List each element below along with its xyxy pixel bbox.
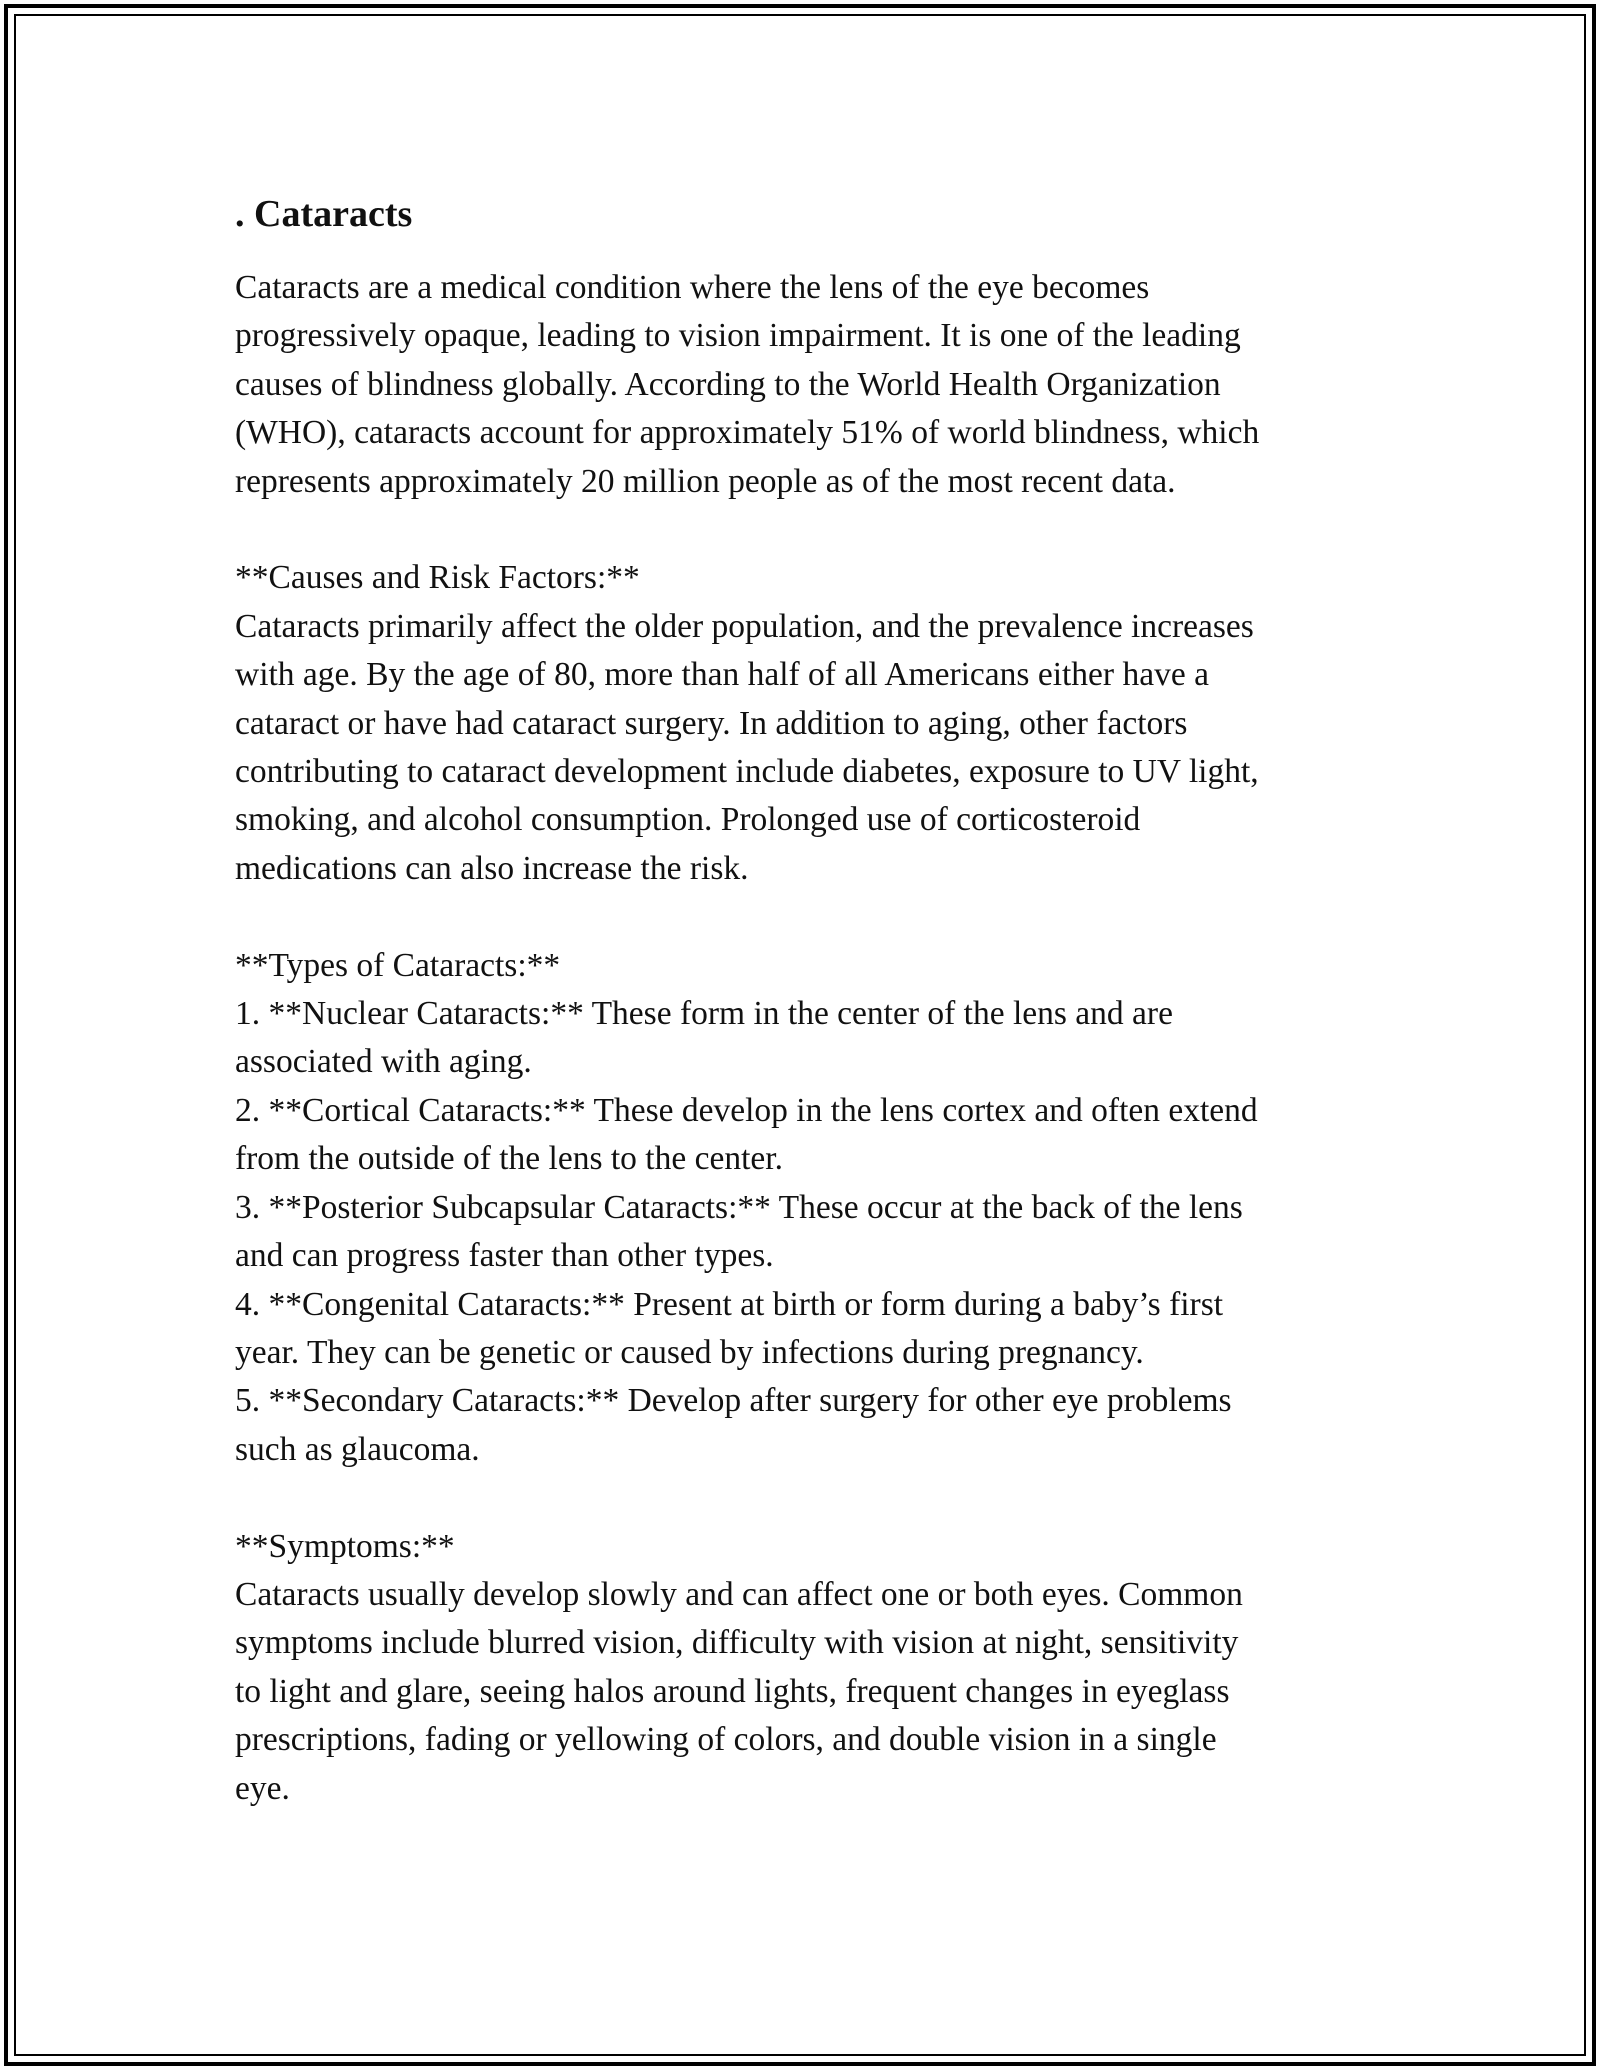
- paragraph-gap: [235, 506, 1375, 554]
- causes-heading: **Causes and Risk Factors:**: [235, 559, 640, 597]
- types-list-item: 4. **Congenital Cataracts:** Present at birth or form during a baby’s first year. They can be genetic or caused by infections during pregnancy.: [235, 1285, 1224, 1371]
- types-heading: **Types of Cataracts:**: [235, 946, 561, 984]
- causes-paragraph: Cataracts primarily affect the older population, and the prevalence increases with age. By the age of 80, more than half of all Americans either have a cataract or have had cataract surgery. In addition to aging, other factors contributing to cataract development include diabetes, exposure to UV light, smoking, and alcohol consumption. Prolonged use of corticosteroid medications can also increase the risk.: [235, 607, 1259, 887]
- document-body: [235, 188, 1375, 1813]
- types-list-item: 2. **Cortical Cataracts:** These develop in the lens cortex and often extend from the outside of the lens to the center.: [235, 1091, 1258, 1178]
- symptoms-heading: **Symptoms:**: [235, 1527, 455, 1565]
- intro-paragraph: Cataracts are a medical condition where the lens of the eye becomes progressively opaque, leading to vision impairment. It is one of the leading causes of blindness globally. According to the World Health Organization (WHO), cataracts account for approximately 51% of world blindness, which represents approximately 20 million people as of the most recent data.: [235, 269, 1260, 500]
- paragraph-gap: [235, 893, 1375, 941]
- document-heading: . Cataracts: [235, 193, 413, 235]
- symptoms-paragraph: Cataracts usually develop slowly and can affect one or both eyes. Common symptoms include blurred vision, difficulty with vision at night, sensitivity to light and glare, seeing halos around lights, frequent changes in eyeglass prescriptions, fading or yellowing of colors, and double vision in a single eye.: [235, 1575, 1243, 1807]
- paragraph-gap: [235, 1474, 1375, 1522]
- types-list-item: 1. **Nuclear Cataracts:** These form in the center of the lens and are associated with aging.: [235, 995, 1173, 1081]
- types-list-item: 5. **Secondary Cataracts:** Develop after surgery for other eye problems such as glaucoma.: [235, 1382, 1232, 1468]
- types-list-item: 3. **Posterior Subcapsular Cataracts:** These occur at the back of the lens and can progress faster than other types.: [235, 1188, 1243, 1275]
